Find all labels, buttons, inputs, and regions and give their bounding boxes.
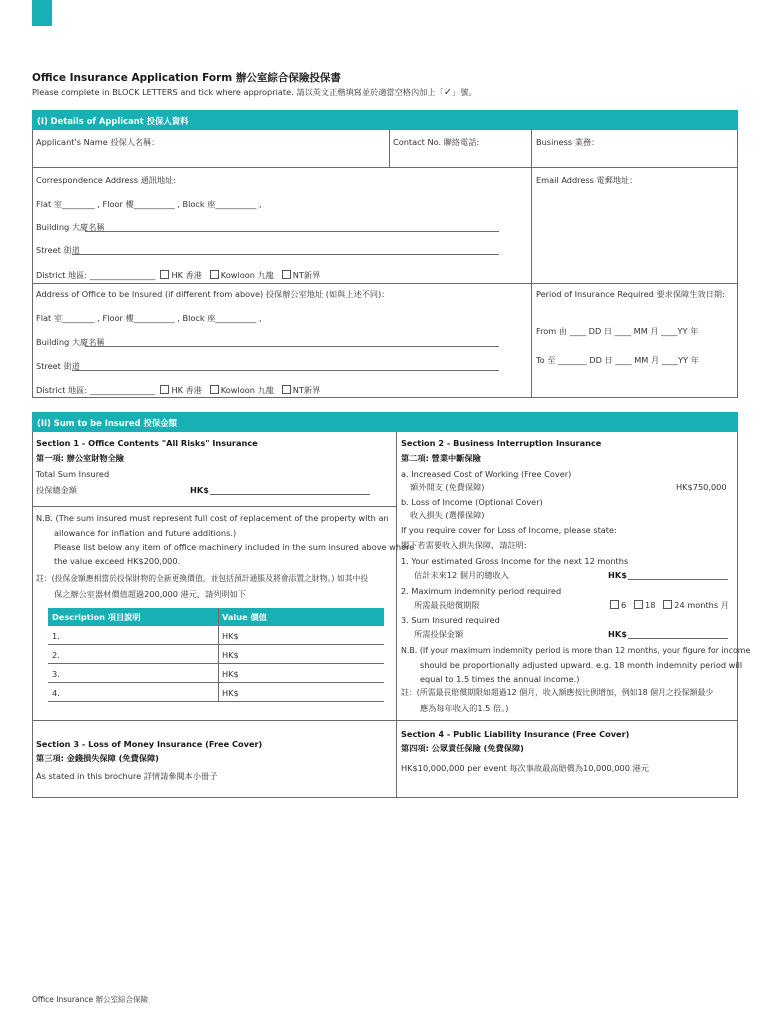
form-instructions: Please complete in BLOCK LETTERS and tick where appropriate. 請以英文正楷填寫並於適當空格內加上「✓」號。 [32,87,477,98]
indemnity-period-label-cn: 所需最長賠償期限 [414,600,480,610]
machinery-table [48,608,384,702]
tick-icon: ✓ [443,87,453,98]
applicant-name-field[interactable]: Applicant's Name 投保人名稱： [36,137,160,147]
divider [389,130,390,167]
note-cn-line-1: 註：(投保金額應相當於投保財物的全新更換價值，並包括預計通脹及將會添置之財物。) 如其中投 [36,574,369,583]
divider [32,506,396,507]
total-sum-input[interactable] [210,494,370,495]
s2-nb-line-3: equal to 1.5 times the annual income.) [420,674,580,684]
total-sum-label-cn: 投保總金額 [36,485,77,495]
s2-note-cn-line-1: 註：(所需最長賠償期限如超過12 個月，收入額應按比例增加，例如18 個月之投保額最少 [401,688,714,697]
period-from-field[interactable]: From 由 ____ DD 日 ____ MM 月 ____YY 年 [536,326,699,336]
section3-title: Section 3 - Loss of Money Insurance (Free Cover) [36,739,263,749]
total-sum-label: Total Sum Insured [36,469,110,479]
s2-nb-line-2: should be proportionally adjusted upward. e.g. 18 month indemnity period will [420,660,743,670]
divider [531,130,532,398]
table-row[interactable]: 1. [52,631,60,641]
nb-line-4: the value exceed HK$200,000. [54,556,181,566]
period-of-insurance-label: Period of Insurance Required 要求保障生效日期: [536,289,725,299]
table-row[interactable]: 3. [52,669,60,679]
nb-line-1: N.B. (The sum insured must represent full cost of replacement of the property with an [36,513,389,523]
section2-title-cn: 第二項: 營業中斷保險 [401,453,481,463]
divider [48,682,384,683]
contact-number-field[interactable]: Contact No. 聯絡電話: [393,137,480,147]
kowloon-checkbox[interactable] [210,270,219,279]
office-building-input-line[interactable] [85,346,499,347]
indemnity-period-label: 2. Maximum indemnity period required [401,586,562,596]
loss-of-income-label: b. Loss of Income (Optional Cover) [401,497,543,507]
building-input-line[interactable] [85,231,499,232]
office-address-label: Address of Office to be Insured (if different from above) 投保辦公室地址 (如與上述不同)： [36,289,390,299]
business-field[interactable]: Business 業務： [536,137,600,147]
loss-of-income-label-cn: 收入損失 (選擇保障) [410,510,485,520]
if-require-cover-text: If you require cover for Loss of Income, please state: [401,525,617,535]
street-label: Street 街道 [36,245,80,255]
section3-text: As stated in this brochure 詳情請參閱本小冊子 [36,771,218,781]
divider [32,283,738,284]
street-input-line[interactable] [72,254,499,255]
period-18-checkbox[interactable] [634,600,643,609]
sum-insured-required-currency: HK$ [608,629,627,639]
section4-text: HK$10,000,000 per event 每次事故最高賠償為10,000,000 港元 [401,763,649,773]
office-district-field[interactable]: District 地區: ________________ [36,385,156,395]
building-label: Building 大廈名稱 [36,222,105,232]
nb-line-2: allowance for inflation and future additions.) [54,528,237,538]
nb-line-3: Please list below any item of office machinery included in the sum insured above where [54,542,415,552]
gross-income-currency: HK$ [608,570,627,580]
office-building-label: Building 大廈名稱 [36,337,105,347]
table-row[interactable]: 2. [52,650,60,660]
total-sum-currency: HK$ [190,485,209,495]
sum-insured-required-input[interactable] [628,638,728,639]
note-cn-line-2: 保之辦公室器材價值超過200,000 港元，請列明如下 [54,589,247,599]
period-24-checkbox[interactable] [663,600,672,609]
office-nt-checkbox[interactable] [282,385,291,394]
table-row-value[interactable]: HK$ [222,650,239,660]
section2-title: Section 2 - Business Interruption Insurance [401,438,602,448]
table-row-value[interactable]: HK$ [222,631,239,641]
divider [48,701,384,702]
gross-income-label-cn: 估計未來12 個月的總收入 [414,570,509,580]
gross-income-input[interactable] [628,579,728,580]
page-footer: Office Insurance 辦公室綜合保險 [32,995,148,1004]
email-address-field[interactable]: Email Address 電郵地址： [536,175,638,185]
s2-nb-line-1: N.B. (If your maximum indemnity period is more than 12 months, your figure for income [401,646,751,655]
table-row-value[interactable]: HK$ [222,688,239,698]
s2-note-cn-line-2: 應為每年收入的1.5 倍。) [420,703,509,713]
divider [48,644,384,645]
period-to-field[interactable]: To 至 _______ DD 日 ____ MM 月 ____YY 年 [536,355,699,365]
increased-cost-amount: HK$750,000 [676,482,727,492]
office-flat-floor-block-field[interactable]: Flat 室________ , Floor 樓__________ , Block 座__________ , [36,313,262,323]
section4-title: Section 4 - Public Liability Insurance (Free Cover) [401,729,630,739]
correspondence-address-label: Correspondence Address 通訊地址: [36,175,177,185]
office-street-input-line[interactable] [72,370,499,371]
value-header: Value 價值 [222,612,267,622]
increased-cost-label: a. Increased Cost of Working (Free Cover) [401,469,572,479]
district-field[interactable]: District 地區: ________________ [36,270,156,280]
period-6-checkbox[interactable] [610,600,619,609]
gross-income-label: 1. Your estimated Gross Income for the next 12 months [401,556,629,566]
nt-checkbox[interactable] [282,270,291,279]
divider [48,663,384,664]
office-district-row: District 地區: ________________ HK 香港 Kowloon 九龍 NT新界 [36,385,321,395]
office-street-label: Street 街道 [36,361,80,371]
sum-insured-required-label: 3. Sum Insured required [401,615,500,625]
section1-title: Section 1 - Office Contents "All Risks" Insurance [36,438,258,448]
district-row: District 地區: ________________ HK 香港 Kowloon 九龍 NT新界 [36,270,321,280]
section-applicant-heading: (I) Details of Applicant 投保人資料 [32,110,738,130]
table-row[interactable]: 4. [52,688,60,698]
divider [32,720,738,721]
divider [32,167,738,168]
indemnity-period-options: 6 18 24 months 月 [610,600,729,609]
sum-insured-required-label-cn: 所需投保金額 [414,629,464,639]
office-hk-checkbox[interactable] [160,385,169,394]
increased-cost-label-cn: 額外開支 (免費保障) [410,482,485,492]
description-header: Description 項目說明 [52,612,141,622]
section3-title-cn: 第三項: 金錢損失保障 (免費保障) [36,753,159,763]
office-kowloon-checkbox[interactable] [210,385,219,394]
table-row-value[interactable]: HK$ [222,669,239,679]
hk-checkbox[interactable] [160,270,169,279]
flat-floor-block-field[interactable]: Flat 室________ , Floor 樓__________ , Block 座__________ , [36,199,262,209]
section-sum-insured-heading: (II) Sum to be Insured 投保金額 [32,412,738,432]
divider [218,608,219,702]
if-require-cover-text-cn: 閣下若需要收入損失保障，請註明: [401,540,527,550]
divider [396,432,397,798]
section4-title-cn: 第四項: 公眾責任保險 (免費保障) [401,743,524,753]
brand-color-block [32,0,52,26]
form-title: Office Insurance Application Form 辦公室綜合保險投保書 [32,72,341,84]
section1-title-cn: 第一項: 辦公室財物全險 [36,453,124,463]
